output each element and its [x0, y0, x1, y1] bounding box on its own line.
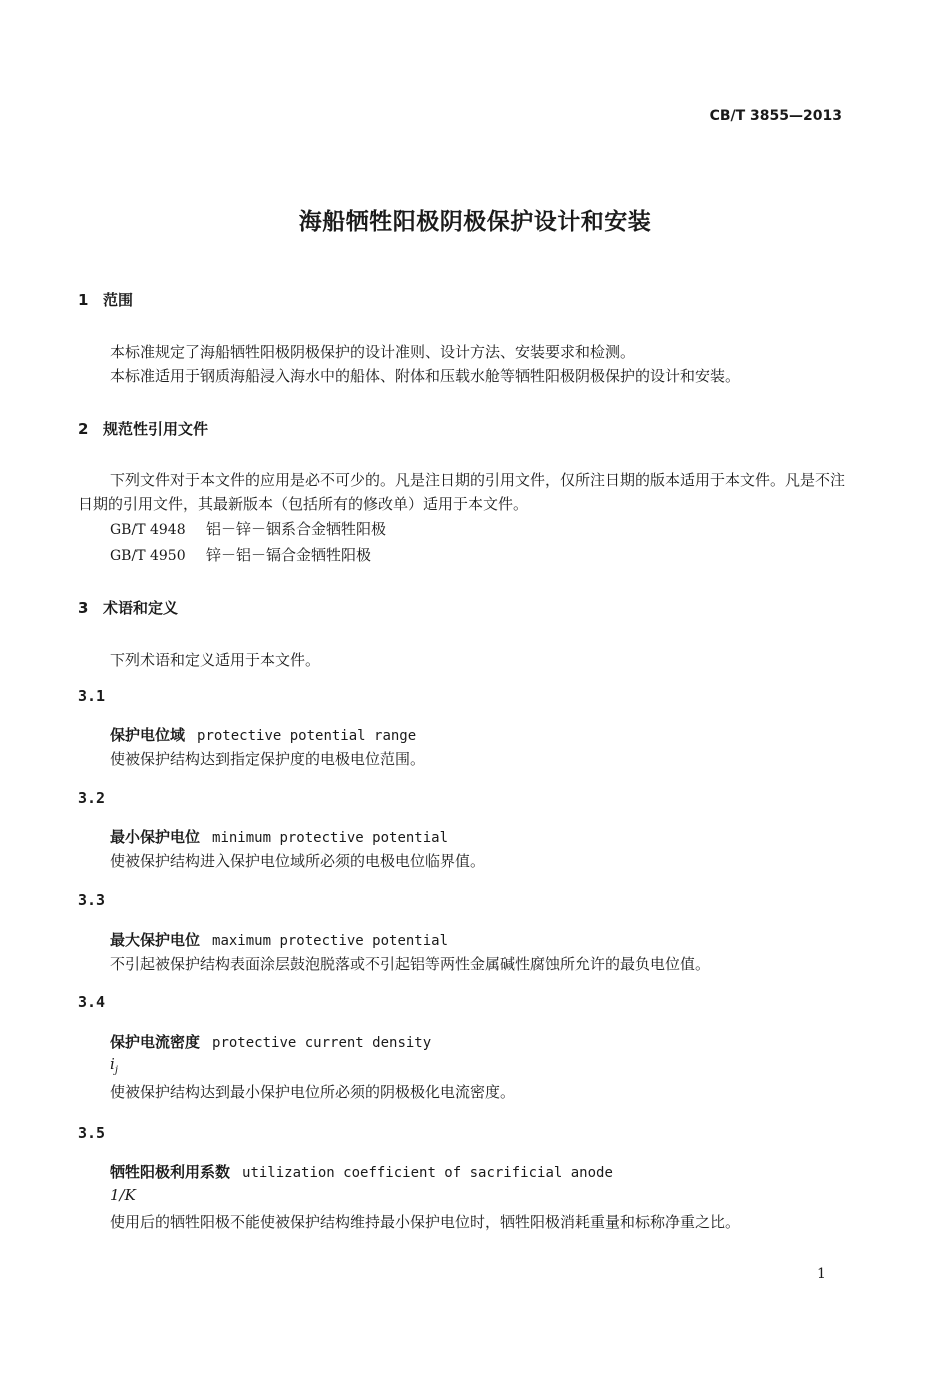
- term-definition: 使被保护结构达到指定保护度的电极电位范围。: [110, 750, 426, 768]
- term-symbol: [110, 1055, 118, 1076]
- symbol-subscript: j: [114, 1065, 118, 1076]
- standard-code: CB/T 3855—2013: [709, 108, 842, 124]
- section-title: 术语和定义: [103, 599, 179, 617]
- term-number: 3.5: [78, 1124, 106, 1142]
- term-name-english: utilization coefficient of sacrificial anode: [242, 1165, 613, 1181]
- section-number: 2: [78, 420, 89, 438]
- term-name-chinese: 牺牲阳极利用系数: [110, 1163, 231, 1181]
- reference-code: GB/T 4948: [110, 522, 186, 538]
- term-name-english: protective current density: [212, 1035, 432, 1051]
- term-name: [110, 826, 448, 847]
- term-name-chinese: 最大保护电位: [110, 931, 201, 949]
- term-number: 3.4: [78, 993, 106, 1011]
- section-1-heading: [78, 289, 133, 310]
- document-title: 海船牺牲阳极阴极保护设计和安装: [298, 209, 652, 235]
- term-name: [110, 929, 448, 950]
- section-1-paragraph-2: 本标准适用于钢质海船浸入海水中的船体、附体和压载水舱等牺牲阳极阴极保护的设计和安装。: [110, 367, 741, 385]
- term-number: 3.3: [78, 891, 106, 909]
- term-name-english: maximum protective potential: [212, 933, 449, 949]
- term-name-chinese: 保护电流密度: [110, 1033, 201, 1051]
- symbol-base: i: [110, 1055, 115, 1073]
- term-definition: 使用后的牺牲阳极不能使被保护结构维持最小保护电位时，牺牲阳极消耗重量和标称净重之比。: [110, 1213, 741, 1231]
- reference-code: GB/T 4950: [110, 548, 186, 564]
- term-number: 3.1: [78, 687, 106, 705]
- section-number: 3: [78, 599, 89, 617]
- term-name: [110, 724, 416, 745]
- term-definition: 不引起被保护结构表面涂层鼓泡脱落或不引起铝等两性金属碱性腐蚀所允许的最负电位值。: [110, 955, 711, 973]
- section-1-paragraph-1: 本标准规定了海船牺牲阳极阴极保护的设计准则、设计方法、安装要求和检测。: [110, 343, 636, 361]
- section-2-heading: [78, 418, 208, 439]
- section-2-paragraph: 下列文件对于本文件的应用是必不可少的。凡是注日期的引用文件，仅所注日期的版本适用于本文件。凡是不注日期的引用文件，其最新版本（包括所有的修改单）适用于本文件。: [78, 471, 846, 513]
- term-name: [110, 1031, 431, 1052]
- reference-title: 铝－锌－铟系合金牺牲阳极: [206, 520, 387, 538]
- term-name-english: minimum protective potential: [212, 830, 449, 846]
- section-number: 1: [78, 291, 89, 309]
- section-title: 规范性引用文件: [103, 420, 209, 438]
- term-name-chinese: 最小保护电位: [110, 828, 201, 846]
- reference-item: [110, 517, 386, 542]
- term-name: [110, 1161, 613, 1182]
- term-symbol: 1/K: [110, 1186, 136, 1204]
- reference-title: 锌－铝－镉合金牺牲阳极: [206, 546, 372, 564]
- section-title: 范围: [103, 291, 134, 309]
- term-definition: 使被保护结构达到最小保护电位所必须的阴极极化电流密度。: [110, 1083, 516, 1101]
- term-definition: 使被保护结构进入保护电位域所必须的电极电位临界值。: [110, 852, 486, 870]
- section-3-intro: 下列术语和定义适用于本文件。: [110, 651, 321, 669]
- term-name-english: protective potential range: [197, 728, 417, 744]
- reference-item: [110, 543, 371, 568]
- page-number: 1: [817, 1266, 826, 1282]
- term-number: 3.2: [78, 789, 106, 807]
- section-3-heading: [78, 597, 178, 618]
- term-name-chinese: 保护电位域: [110, 726, 186, 744]
